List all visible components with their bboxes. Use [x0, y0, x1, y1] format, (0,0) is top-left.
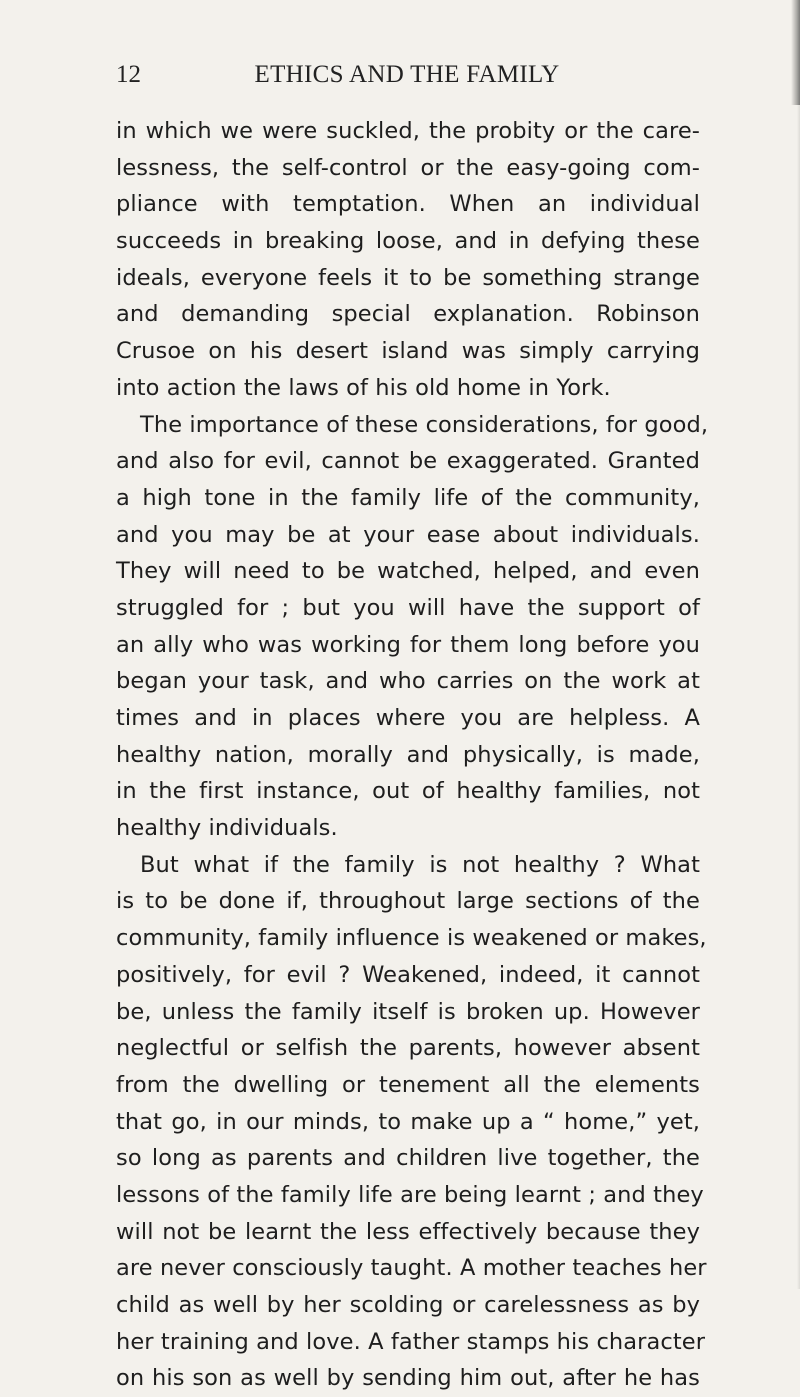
text-line: struggled for ; but you will have the support of — [116, 594, 700, 621]
text-line: in the first instance, out of healthy families, not — [116, 778, 700, 805]
body-text — [116, 113, 709, 1397]
text-line: and also for evil, cannot be exaggerated. Granted — [116, 448, 700, 475]
text-line: healthy nation, morally and physically, is made, — [116, 741, 700, 768]
text-line: her training and love. A father stamps his character — [116, 1328, 706, 1355]
text-line: They will need to be watched, helped, and even — [116, 558, 700, 585]
text-line: be, unless the family itself is broken up. However — [116, 998, 700, 1025]
text-line: positively, for evil ? Weakened, indeed, it cannot — [116, 961, 700, 988]
text-line: lessness, the self-control or the easy-going com- — [116, 154, 700, 181]
text-line: that go, in our minds, to make up a “ home,” yet, — [116, 1108, 700, 1135]
text-line: are never consciously taught. A mother teaches her — [116, 1255, 707, 1282]
text-line: healthy individuals. — [116, 815, 338, 842]
text-line: into action the laws of his old home in York. — [116, 374, 611, 401]
text-line: so long as parents and children live together, the — [116, 1145, 700, 1172]
text-line: from the dwelling or tenement all the elements — [116, 1071, 700, 1098]
text-line: Crusoe on his desert island was simply carrying — [116, 338, 700, 365]
text-line: pliance with temptation. When an individual — [116, 191, 700, 218]
text-line: lessons of the family life are being learnt ; and they — [116, 1181, 704, 1208]
text-line: and demanding special explanation. Robinson — [116, 301, 700, 328]
text-line: But what if the family is not healthy ? What — [140, 851, 700, 878]
text-line: is to be done if, throughout large sections of the — [116, 888, 700, 915]
running-head: ETHICS AND THE FAMILY — [254, 61, 560, 88]
page-number: 12 — [116, 61, 141, 88]
text-line: an ally who was working for them long before you — [116, 631, 700, 658]
text-line: on his son as well by sending him out, after he has — [116, 1365, 700, 1392]
text-line: times and in places where you are helpless. A — [116, 705, 700, 731]
text-line: and you may be at your ease about individuals. — [116, 521, 700, 548]
text-line: ideals, everyone feels it to be something strange — [116, 264, 700, 291]
text-line: a high tone in the family life of the community, — [116, 484, 700, 511]
page-header — [116, 61, 698, 93]
text-line: began your task, and who carries on the work at — [116, 668, 700, 695]
text-line: community, family influence is weakened or makes, — [116, 925, 707, 952]
text-line: in which we were suckled, the probity or the care- — [116, 118, 700, 144]
text-line: neglectful or selfish the parents, however absent — [116, 1035, 700, 1062]
text-line: The importance of these considerations, for good, — [140, 411, 709, 438]
text-line: succeeds in breaking loose, and in defying these — [116, 228, 700, 255]
text-line: will not be learnt the less effectively because they — [116, 1218, 700, 1245]
text-line: child as well by her scolding or carelessness as by — [116, 1292, 700, 1318]
